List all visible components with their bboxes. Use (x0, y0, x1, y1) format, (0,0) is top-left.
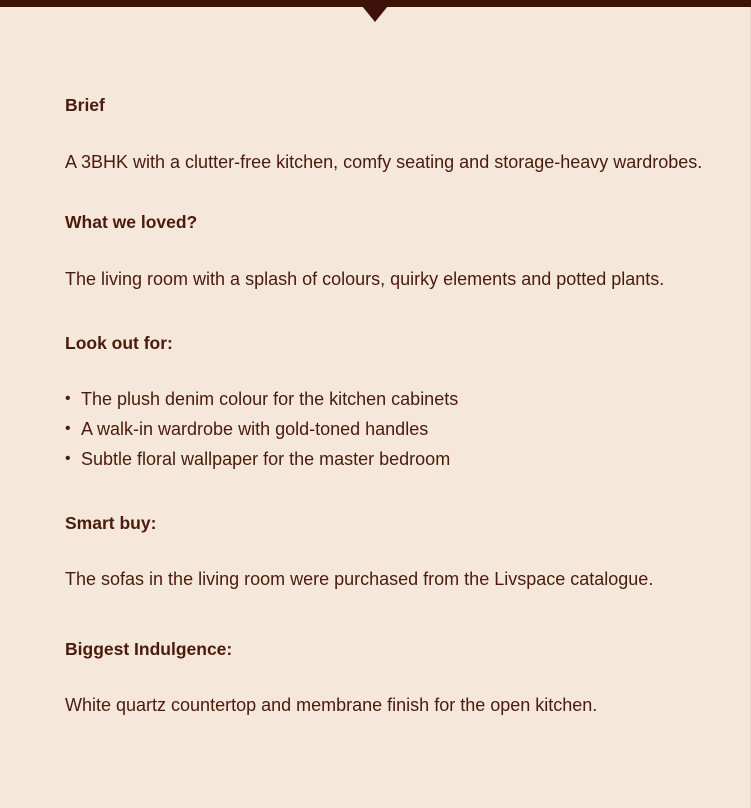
lookout-list (65, 387, 458, 477)
list-item (65, 387, 458, 417)
brief-heading: Brief (65, 95, 105, 115)
list-item (65, 417, 458, 447)
lookout-heading: Look out for: (65, 333, 173, 353)
bullet-icon: • (65, 390, 71, 407)
smartbuy-heading: Smart buy: (65, 513, 157, 533)
loved-text: The living room with a splash of colours, quirky elements and potted plants. (65, 269, 665, 289)
bullet-icon: • (65, 450, 71, 467)
smartbuy-text: The sofas in the living room were purchased from the Livspace catalogue. (65, 569, 654, 589)
bullet-icon: • (65, 420, 71, 437)
brief-text: A 3BHK with a clutter-free kitchen, comfy seating and storage-heavy wardrobes. (65, 152, 703, 172)
indulgence-heading: Biggest Indulgence: (65, 639, 233, 659)
list-item (65, 447, 458, 477)
indulgence-text: White quartz countertop and membrane finish for the open kitchen. (65, 695, 598, 715)
list-item-text: A walk-in wardrobe with gold-toned handles (81, 419, 429, 439)
list-item-text: The plush denim colour for the kitchen cabinets (81, 389, 459, 409)
down-notch-icon (362, 6, 388, 22)
list-item-text: Subtle floral wallpaper for the master bedroom (81, 449, 451, 469)
loved-heading: What we loved? (65, 212, 198, 232)
